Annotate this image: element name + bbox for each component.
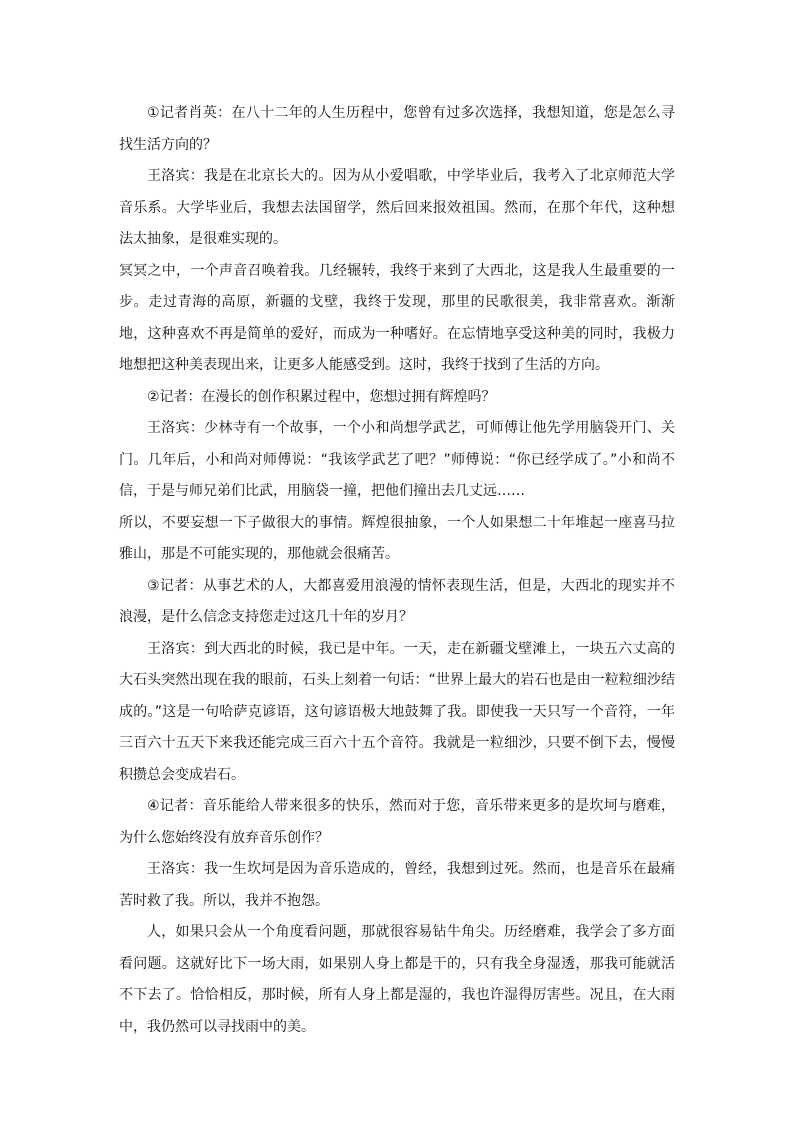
paragraph-answer-1: 王洛宾：我是在北京长大的。因为从小爱唱歌，中学毕业后，我考入了北京师范大学音乐系。大学毕业后，我想去法国留学，然后回来报效祖国。然而，在那个年代，这种想法太抽象，是很难实现的。 xyxy=(119,168,675,247)
paragraph-answer-2-cont: 所以，不要妄想一下子做很大的事情。辉煌很抽象，一个人如果想二十年堆起一座喜马拉雅山，那是不可能实现的，那他就会很痛苦。 xyxy=(119,514,675,562)
paragraph-answer-4-cont: 人，如果只会从一个角度看问题，那就很容易钻牛角尖。历经磨难，我学会了多方面看问题。这就好比下一场大雨，如果别人身上都是干的，只有我全身湿透，那我可能就活不下去了。恰恰相反，那时候，所有人身上都是湿的，我也许湿得厉害些。况且，在大雨中，我仍然可以寻找雨中的美。 xyxy=(119,924,675,1035)
paragraph-answer-3: 王洛宾：到大西北的时候，我已是中年。一天，走在新疆戈壁滩上，一块五六丈高的大石头突然出现在我的眼前，石头上刻着一句话：“世界上最大的岩石也是由一粒粒细沙结成的。”这是一句哈萨克谚语，这句谚语极大地鼓舞了我。即使我一天只写一个音符，一年三百六十五天下来我还能完成三百六十五个音符。我就是一粒细沙，只要不倒下去，慢慢积攒总会变成岩石。 xyxy=(119,640,675,783)
paragraph-question-3: ③记者：从事艺术的人，大都喜爱用浪漫的情怀表现生活，但是，大西北的现实并不浪漫，是什么信念支持您走过这几十年的岁月？ xyxy=(119,577,675,625)
paragraph-question-2: ②记者：在漫长的创作积累过程中，您想过拥有辉煌吗？ xyxy=(147,388,496,405)
paragraph-answer-1-cont: 冥冥之中，一个声音召唤着我。几经辗转，我终于来到了大西北，这是我人生最重要的一步。走过青海的高原，新疆的戈壁，我终于发现，那里的民歌很美，我非常喜欢。渐渐地，这种喜欢不再是简单的爱好，而成为一种嗜好。在忘情地享受这种美的同时，我极力地想把这种美表现出来，让更多人能感受到。这时，我终于找到了生活的方向。 xyxy=(119,262,675,373)
paragraph-answer-4: 王洛宾：我一生坎坷是因为音乐造成的，曾经，我想到过死。然而，也是音乐在最痛苦时救了我。所以，我并不抱怨。 xyxy=(119,861,675,909)
document-body xyxy=(119,98,675,1043)
paragraph-answer-2: 王洛宾：少林寺有一个故事，一个小和尚想学武艺，可师傅让他先学用脑袋开门、关门。几年后，小和尚对师傅说：“我该学武艺了吧？”师傅说：“你已经学成了。”小和尚不信，于是与师兄弟们比武，用脑袋一撞，把他们撞出去几丈远…… xyxy=(119,420,675,499)
paragraph-question-4: ④记者：音乐能给人带来很多的快乐，然而对于您，音乐带来更多的是坎坷与磨难，为什么您始终没有放弃音乐创作？ xyxy=(119,798,675,846)
paragraph-question-1: ①记者肖英：在八十二年的人生历程中，您曾有过多次选择，我想知道，您是怎么寻找生活方向的？ xyxy=(119,105,675,153)
